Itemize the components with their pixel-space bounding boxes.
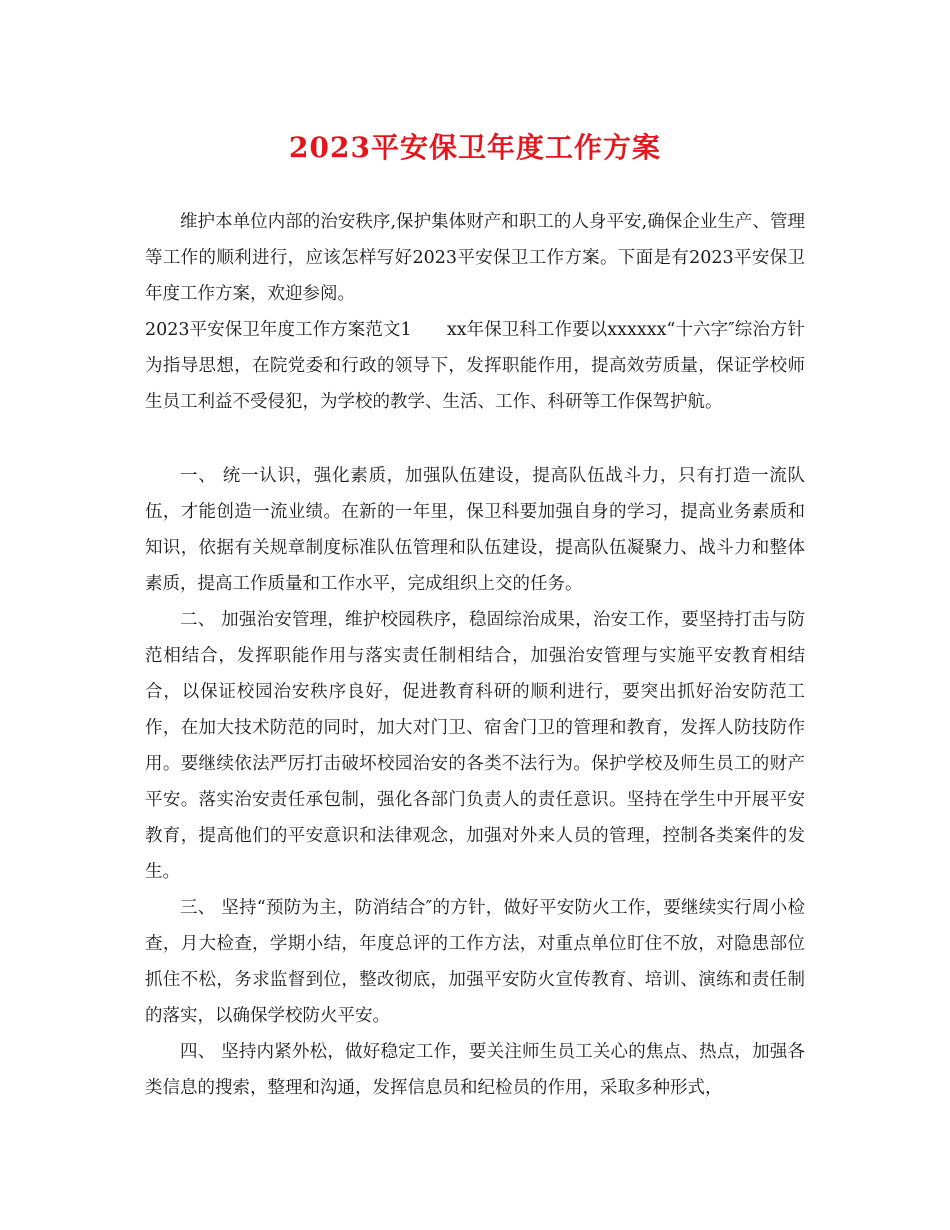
document-title: 2023平安保卫年度工作方案 <box>289 131 661 164</box>
sample-paragraph: 2023平安保卫年度工作方案范文1 xx年保卫科工作要以xxxxxx“十六字″综治方针为指导思想，在院党委和行政的领导下，发挥职能作用，提高效劳质量，保证学校师生员工利益不受侵犯，为学校的教学、生活、工作、科研等工作保驾护航。 <box>145 320 805 412</box>
section-four-paragraph: 四、 坚持内紧外松，做好稳定工作，要关注师生员工关心的焦点、热点，加强各类信息的搜索，整理和沟通，发挥信息员和纪检员的作用，采取多种形式， <box>145 1042 805 1098</box>
section-three-paragraph: 三、 坚持“预防为主，防消结合″的方针，做好平安防火工作，要继续实行周小检查，月大检查，学期小结，年度总评的工作方法，对重点单位盯住不放，对隐患部位抓住不松，务求监督到位，整改彻底，加强平安防火宣传教育、培训、演练和责任制的落实，以确保学校防火平安。 <box>145 898 805 1026</box>
section-one-paragraph: 一、 统一认识，强化素质，加强队伍建设，提高队伍战斗力，只有打造一流队伍，才能创造一流业绩。在新的一年里，保卫科要加强自身的学习，提高业务素质和知识，依据有关规章制度标准队伍管理和队伍建设，提高队伍凝聚力、战斗力和整体素质，提高工作质量和工作水平，完成组织上交的任务。 <box>145 466 805 594</box>
intro-paragraph: 维护本单位内部的治安秩序,保护集体财产和职工的人身平安,确保企业生产、管理等工作的顺利进行，应该怎样写好2023平安保卫工作方案。下面是有2023平安保卫年度工作方案，欢迎参阅。 <box>145 212 805 304</box>
section-two-paragraph: 二、 加强治安管理，维护校园秩序，稳固综治成果，治安工作，要坚持打击与防范相结合，发挥职能作用与落实责任制相结合，加强治安管理与实施平安教育相结合，以保证校园治安秩序良好，促进教育科研的顺利进行，要突出抓好治安防范工作，在加大技术防范的同时，加大对门卫、宿舍门卫的管理和教育，发挥人防技防作用。要继续依法严厉打击破坏校园治安的各类不法行为。保护学校及师生员工的财产平安。落实治安责任承包制，强化各部门负责人的责任意识。坚持在学生中开展平安教育，提高他们的平安意识和法律观念，加强对外来人员的管理，控制各类案件的发生。 <box>145 610 805 882</box>
